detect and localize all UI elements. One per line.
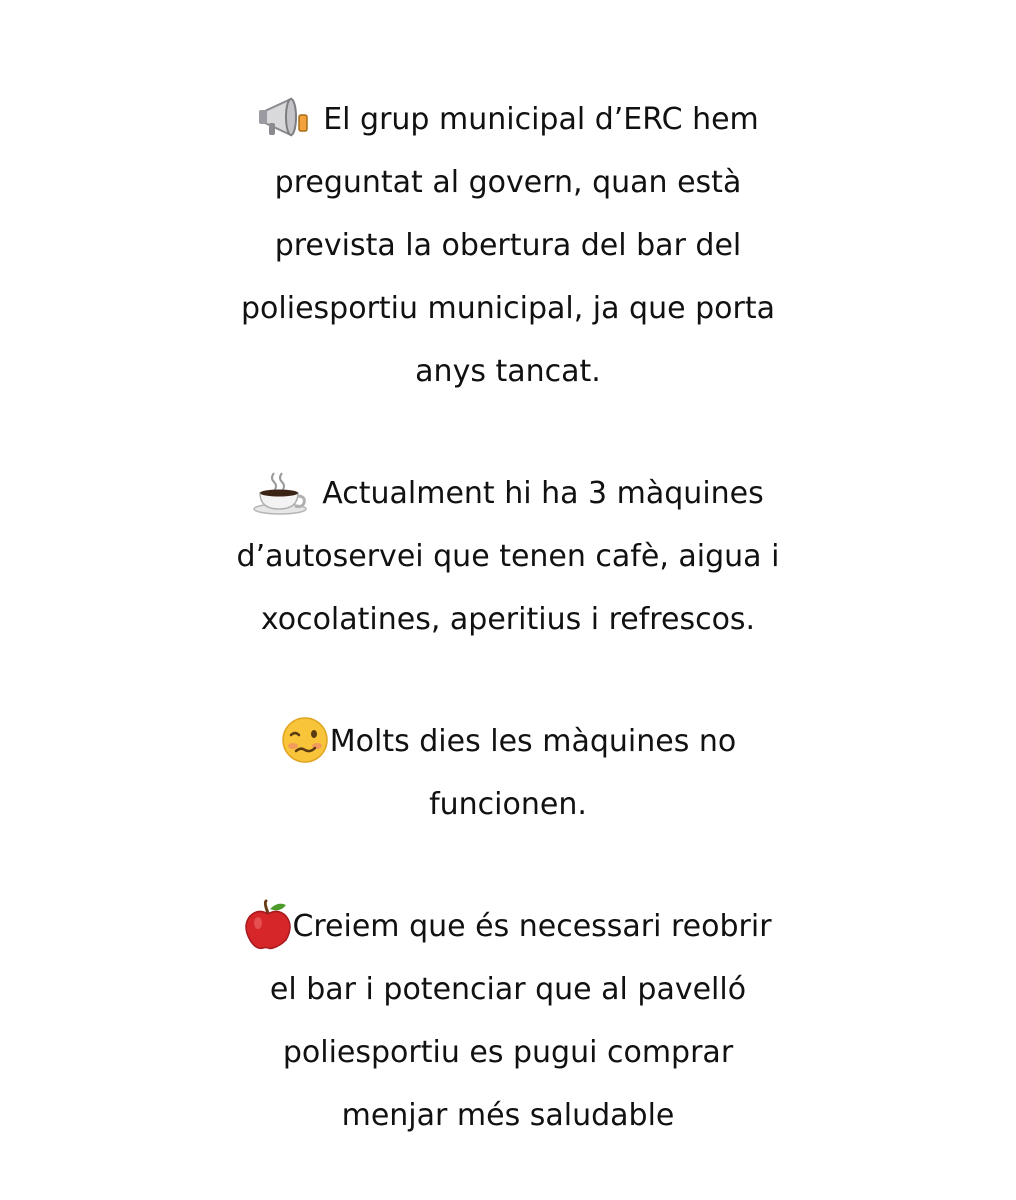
text-line: Actualment hi ha 3 màquines — [0, 462, 1016, 525]
text-line: xocolatines, aperitius i refrescos. — [260, 602, 756, 637]
hot-beverage-icon — [252, 469, 310, 515]
paragraph-question — [0, 88, 1016, 403]
text-line: Molts dies les màquines no — [0, 710, 1016, 773]
paragraph-proposal — [0, 895, 1016, 1147]
text-line: preguntat al govern, quan està — [274, 165, 742, 200]
text-line: d’autoservei que tenen cafè, aigua i — [236, 539, 780, 574]
text-line: poliesportiu es pugui comprar — [282, 1035, 734, 1070]
woozy-face-icon — [280, 715, 330, 765]
megaphone-icon — [257, 95, 311, 141]
text-line: Creiem que és necessari reobrir — [0, 895, 1016, 958]
text-line: anys tancat. — [415, 354, 601, 389]
paragraph-machines — [0, 462, 1016, 651]
post-text — [0, 88, 1016, 1147]
text-line: menjar més saludable — [341, 1098, 675, 1133]
paragraph-broken — [0, 710, 1016, 836]
text-line: el bar i potenciar que al pavelló — [269, 972, 747, 1007]
red-apple-icon — [244, 899, 292, 951]
text-line: prevista la obertura del bar del — [274, 228, 742, 263]
text-line: funcionen. — [429, 787, 587, 822]
text-line: El grup municipal d’ERC hem — [0, 88, 1016, 151]
text-line: poliesportiu municipal, ja que porta — [241, 291, 775, 326]
